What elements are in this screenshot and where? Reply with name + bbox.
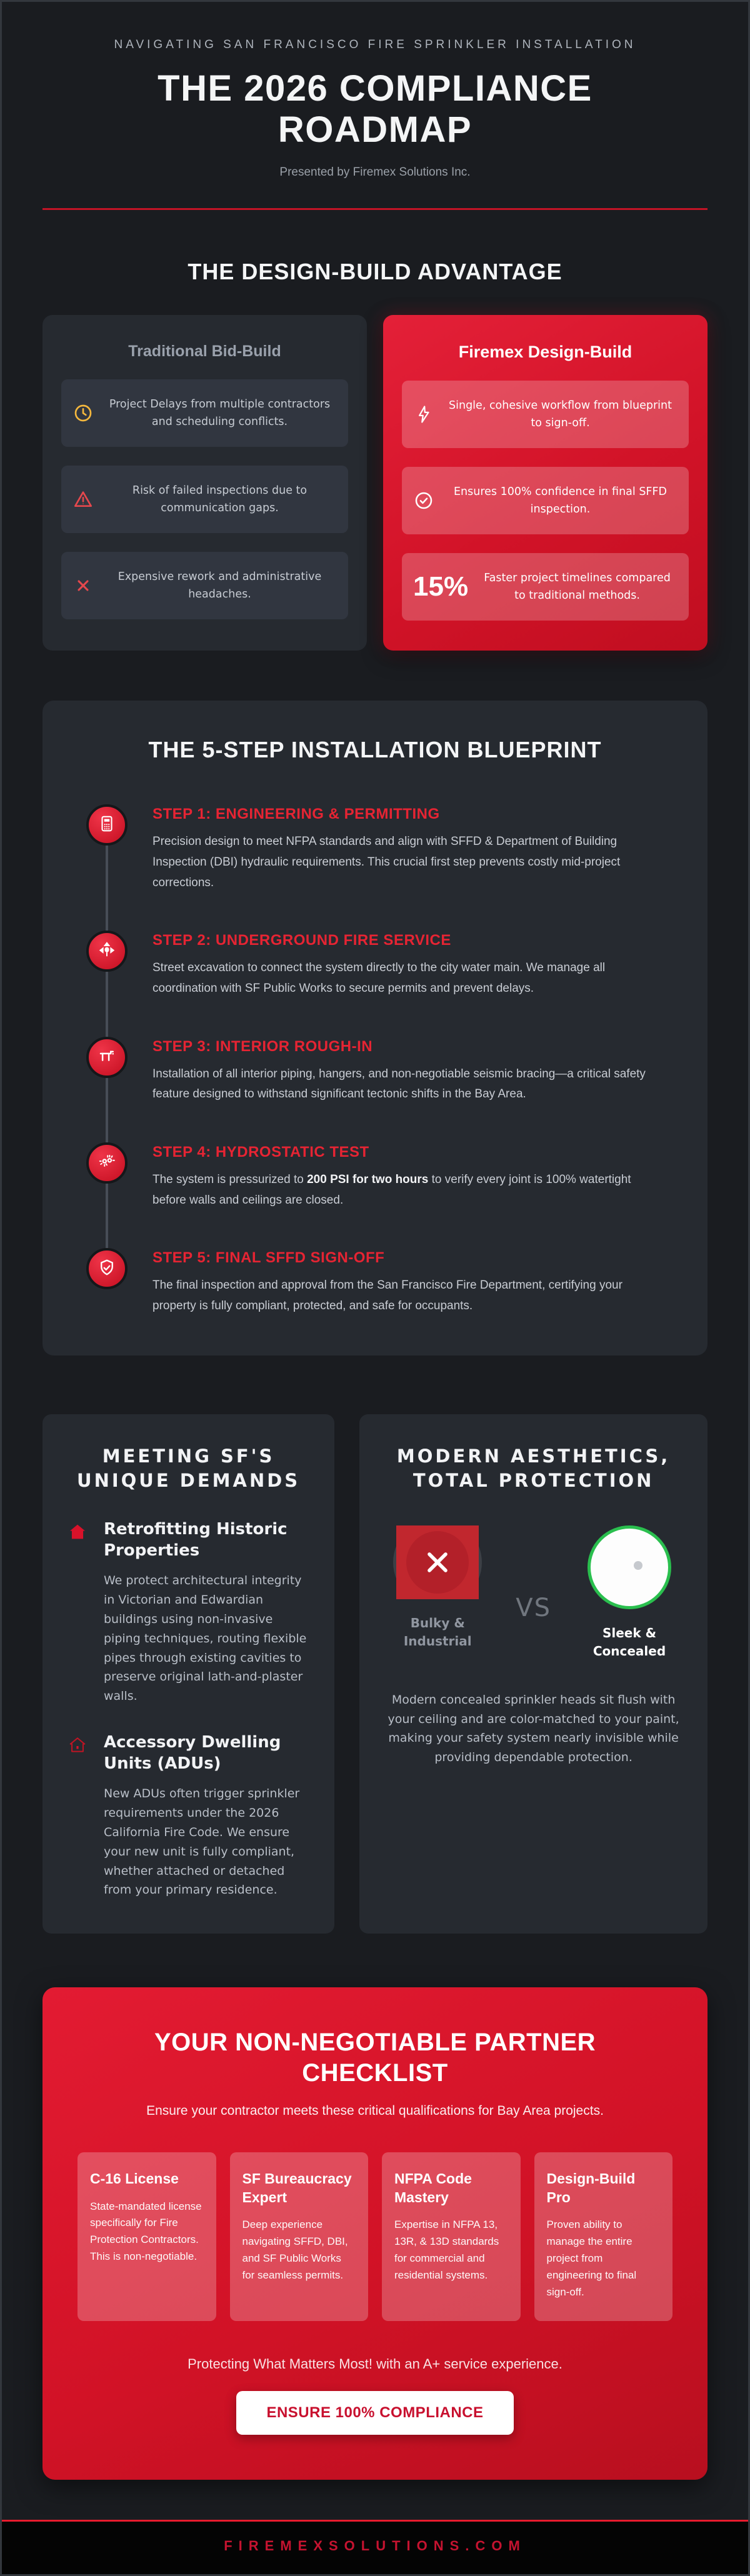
checklist-heading: YOUR NON-NEGOTIABLE PARTNER CHECKLIST	[154, 2029, 596, 2087]
checklist-card-title: Design-Build Pro	[546, 2170, 636, 2205]
demand-item-adu	[68, 1732, 309, 1900]
page-title: THE 2026 COMPLIANCE ROADMAP	[158, 68, 592, 151]
x-mark-icon	[72, 575, 94, 596]
firemex-item-text: Single, cohesive workflow from blueprint to sign-off.	[449, 399, 672, 430]
clock-icon	[72, 402, 94, 424]
firemex-card	[383, 315, 708, 651]
house-outline-icon	[68, 1732, 90, 1900]
checklist-card-bureaucracy	[230, 2152, 369, 2321]
bulky-sprinkler-graphic	[390, 1525, 485, 1599]
concealed-sprinkler-graphic	[588, 1525, 671, 1609]
sprinkler-comparison	[384, 1525, 682, 1660]
advantage-heading: THE DESIGN-BUILD ADVANTAGE	[188, 259, 562, 285]
advantage-section	[42, 259, 708, 651]
traditional-item-text: Risk of failed inspections due to communication gaps.	[132, 484, 308, 515]
firemex-item-stat	[402, 553, 689, 621]
concealed-sprinkler-column	[576, 1525, 682, 1660]
hero-eyebrow: NAVIGATING SAN FRANCISCO FIRE SPRINKLER INSTALLATION	[114, 38, 636, 51]
lightning-bolt-icon	[413, 404, 434, 425]
firemex-item-workflow	[402, 381, 689, 448]
demands-aesthetics-row	[42, 1414, 708, 1934]
checklist-card-body: Expertise in NFPA 13, 13R, & 13D standards for commercial and residential systems.	[394, 2219, 499, 2281]
step-body: The final inspection and approval from the San Francisco Fire Department, certifying your property is fully compliant, protected, and safe for occupants.	[152, 1279, 622, 1312]
step-2-marker	[86, 931, 128, 972]
traditional-item-text: Project Delays from multiple contractors and scheduling conflicts.	[109, 398, 331, 429]
red-divider	[42, 208, 708, 210]
blueprint-section	[42, 701, 708, 1355]
stat-value: 15%	[413, 571, 469, 602]
pressure-spray-icon	[98, 1152, 116, 1174]
check-circle-icon	[413, 490, 434, 511]
checklist-card-title: NFPA Code Mastery	[394, 2170, 472, 2205]
footer-website-link[interactable]: FIREMEXSOLUTIONS.COM	[224, 2537, 526, 2554]
step-title: STEP 1: ENGINEERING & PERMITTING	[152, 806, 440, 823]
vs-text: VS	[516, 1593, 551, 1622]
step-5	[86, 1248, 664, 1316]
checklist-card-title: SF Bureaucracy Expert	[242, 2170, 352, 2205]
step-1-marker	[86, 804, 128, 846]
step-body: The system is pressurized to 200 PSI for two hours to verify every joint is 100% watertight before walls and ceilings are closed.	[152, 1172, 631, 1207]
step-body: Street excavation to connect the system directly to the city water main. We manage all coordination with SF Public Works to secure permits and prevent delays.	[152, 961, 606, 995]
traditional-item-delays	[61, 379, 348, 447]
piping-rack-icon	[98, 1046, 116, 1068]
firemex-item-text: Ensures 100% confidence in final SFFD inspection.	[453, 486, 668, 516]
demand-title: Retrofitting Historic Properties	[104, 1519, 288, 1560]
stat-text: Faster project timelines compared to traditional methods.	[484, 572, 671, 602]
checklist-card-designbuild	[534, 2152, 673, 2321]
traditional-item-inspections	[61, 466, 348, 533]
footer	[2, 2520, 748, 2574]
demands-panel	[42, 1414, 334, 1934]
firemex-card-title: Firemex Design-Build	[458, 342, 632, 362]
step-body: Precision design to meet NFPA standards and align with SFFD & Department of Building Inspection (DBI) hydraulic requirements. This crucial first step prevents costly mid-project corrections.	[152, 835, 621, 889]
bulky-label: Bulky & Industrial	[403, 1615, 472, 1649]
demand-body: We protect architectural integrity in Victorian and Edwardian buildings using non-invasive piping techniques, routing flexible pipes through existing cavities to preserve original lath-and-plaster walls.	[104, 1574, 307, 1704]
step-3	[86, 1037, 664, 1105]
demands-heading: MEETING SF'S UNIQUE DEMANDS	[77, 1445, 301, 1491]
demand-title: Accessory Dwelling Units (ADUs)	[104, 1732, 281, 1773]
checklist-grid	[78, 2152, 672, 2321]
traditional-card-title: Traditional Bid-Build	[128, 342, 281, 361]
shield-check-icon	[98, 1258, 116, 1280]
sprinkler-dot	[634, 1561, 642, 1570]
checklist-section	[42, 1987, 708, 2480]
step-2	[86, 931, 664, 999]
step-5-marker	[86, 1248, 128, 1289]
firemex-item-confidence	[402, 467, 689, 534]
checklist-card-c16	[78, 2152, 216, 2321]
step-title: STEP 3: INTERIOR ROUGH-IN	[152, 1037, 373, 1055]
hero-section	[2, 2, 748, 210]
step-title: STEP 4: HYDROSTATIC TEST	[152, 1143, 369, 1161]
excavation-arrows-icon	[98, 941, 116, 962]
checklist-card-body: Deep experience navigating SFFD, DBI, and SF Public Works for seamless permits.	[242, 2219, 348, 2281]
step-4	[86, 1142, 664, 1211]
checklist-subheading: Ensure your contractor meets these critical qualifications for Bay Area projects.	[146, 2103, 604, 2118]
advantage-grid	[42, 315, 708, 651]
demand-item-historic	[68, 1519, 309, 1706]
traditional-item-rework	[61, 552, 348, 619]
checklist-tagline: Protecting What Matters Most! with an A+ service experience.	[188, 2355, 562, 2372]
demand-body: New ADUs often trigger sprinkler requirements under the 2026 California Fire Code. We ensure your new unit is fully compliant, whether attached or detached from your primary residence.	[104, 1787, 300, 1897]
aesthetics-panel	[359, 1414, 708, 1934]
traditional-item-text: Expensive rework and administrative headaches.	[118, 571, 322, 601]
checklist-card-title: C-16 License	[90, 2170, 179, 2187]
bulky-sprinkler-column	[384, 1525, 491, 1650]
steps-timeline	[86, 804, 664, 1316]
presented-by: Presented by Firemex Solutions Inc.	[279, 166, 471, 179]
traditional-card	[42, 315, 367, 651]
checklist-card-body: Proven ability to manage the entire project from engineering to final sign-off.	[546, 2219, 637, 2298]
step-3-marker	[86, 1037, 128, 1078]
sleek-label: Sleek & Concealed	[592, 1625, 666, 1659]
warning-triangle-icon	[72, 489, 94, 510]
house-solid-icon	[68, 1519, 90, 1706]
checklist-card-nfpa	[382, 2152, 521, 2321]
step-body: Installation of all interior piping, hangers, and non-negotiable seismic bracing—a critical safety feature designed to withstand significant tectonic shifts in the Bay Area.	[152, 1067, 646, 1101]
aesthetics-heading: MODERN AESTHETICS, TOTAL PROTECTION	[396, 1445, 671, 1491]
step-1	[86, 804, 664, 893]
step-4-marker	[86, 1142, 128, 1184]
aesthetics-body: Modern concealed sprinkler heads sit flush with your ceiling and are color-matched to your paint, making your safety system nearly invisible while providing dependable protection.	[388, 1692, 679, 1765]
ensure-compliance-button[interactable]: ENSURE 100% COMPLIANCE	[236, 2391, 513, 2435]
step-title: STEP 5: FINAL SFFD SIGN-OFF	[152, 1249, 385, 1267]
step-body-emphasis: 200 PSI for two hours	[307, 1172, 429, 1186]
calculator-icon	[98, 814, 116, 836]
x-mark-icon	[421, 1546, 454, 1579]
blueprint-heading: THE 5-STEP INSTALLATION BLUEPRINT	[148, 737, 602, 763]
checklist-card-body: State-mandated license specifically for Fire Protection Contractors. This is non-negotiable.	[90, 2200, 202, 2263]
step-title: STEP 2: UNDERGROUND FIRE SERVICE	[152, 932, 451, 949]
